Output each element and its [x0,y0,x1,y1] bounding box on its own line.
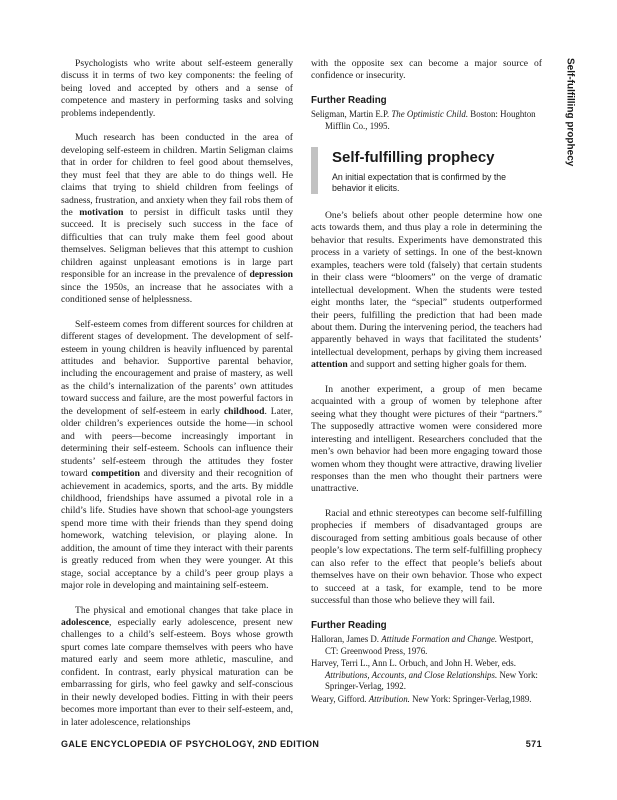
paragraph: Much research has been conducted in the area of developing self-esteem in children. Martin Seligman claims that in order for children to feel good about themselves, they must feel that they are able to do things well. He claims that trying to shield children from feelings of sadness, frustration, and anxiety when they fail robs them of the motivation to persist in difficult tasks until they succeed. It is precisely such success in the face of difficulties that can truly make them feel good about themselves. Seligman believes that this attempt to cushion children against unpleasant emotions is in large part responsible for an increase in the prevalence of depression since the 1950s, an increase that he associates with a conditioned sense of helplessness. [61,132,293,306]
paragraph: The physical and emotional changes that take place in adolescence, especially early adolescence, present new challenges to a child’s self-esteem. Boys whose growth spurt comes late compare themselves with peers who have matured early and seem more athletic, masculine, and confident. In contrast, early physical maturation can be embarrassing for girls, who feel gawky and self-conscious in their newly developed bodies. Fitting in with their peers becomes more important than ever to their self-esteem, and, in later adolescence, relationships [61,604,293,728]
further-reading-heading: Further Reading [311,619,387,631]
publication-title: GALE ENCYCLOPEDIA OF PSYCHOLOGY, 2ND EDITION [61,739,320,749]
left-column [61,58,293,729]
paragraph-continued: with the opposite sex can become a major source of confidence or insecurity. [311,58,542,82]
page-number: 571 [525,739,542,749]
further-reading-heading: Further Reading [311,94,387,106]
reference-entry: Seligman, Martin E.P. The Optimistic Child. Boston: Houghton Mifflin Co., 1995. [311,109,536,131]
keyword-link[interactable]: competition [91,468,140,480]
paragraph: One’s beliefs about other people determine how one acts towards them, and thus play a role in determining the behavior that results. Experiments have demonstrated this process in a variety of settings. In one of the best-known examples, teachers were told (falsely) that certain students in their class were “bloomers” on the verge of dramatic intellectual development. When the students were tested eight months later, the “special” students outperformed their peers, fulfilling the prediction that had been made about them. During the intervening period, the teachers had apparently behaved in ways that facilitated the students’ intellectual development, perhaps by giving them increased attention and support and setting higher goals for them. [311,209,542,371]
paragraph: Psychologists who write about self-esteem generally discuss it in terms of two key components: the feeling of being loved and accepted by others and a sense of competence and mastery in performing tasks and solving problems independently. [61,58,293,119]
running-head-text: Self-fulfilling prophecy [564,58,576,167]
paragraph: In another experiment, a group of men became acquainted with a group of women by telephone after seeing what they thought were pictures of their “partners.” The supposedly attractive women were considered more interesting and intelligent. Researchers concluded that the men’s own behavior had been more engaging toward those women whom they thought were attractive, drawing livelier responses than the men who thought their partners were unattractive. [311,383,542,495]
term-definition: An initial expectation that is confirmed by the behavior it elicits. [332,171,507,193]
paragraph: Racial and ethnic stereotypes can become self-fulfilling prophecies if members of disadvantaged groups are discouraged from setting ambitious goals because of other people’s low expectations. The term self-fulfilling prophecy can also refer to the effect that people’s beliefs about themselves have on their own behavior. Those who expect to succeed at a task, for example, tend to be more successful than those who believe they will fail. [311,507,542,607]
keyword-link[interactable]: depression [249,269,293,281]
keyword-link[interactable]: motivation [79,206,124,218]
reference-entry: Harvey, Terri L., Ann L. Orbuch, and John H. Weber, eds. Attributions, Accounts, and Close Relationships. New York: Springer-Verlag, 1992. [311,658,538,692]
reference-entry: Halloran, James D. Attitude Formation and Change. Westport, CT: Greenwood Press, 1976. [311,634,534,656]
reference-entry: Weary, Gifford. Attribution. New York: Springer-Verlag,1989. [311,693,532,704]
term-definition-box [311,147,542,194]
keyword-link[interactable]: adolescence [61,617,109,629]
page-footer [61,739,542,749]
right-column [311,58,542,707]
keyword-link[interactable]: attention [311,359,348,371]
running-head-tab [560,58,580,178]
paragraph: Self-esteem comes from different sources for children at different stages of development. The development of self-esteem in young children is heavily influenced by parental attitudes and behavior. Supportive parental behavior, including the encouragement and praise of mastery, as well as the child’s internalization of the parents’ own attitudes toward success and failure, are the most powerful factors in the development of self-esteem in early childhood. Later, older children’s experiences outside the home—in school and with peers—become increasingly important in determining their self-esteem. Schools can influence their students’ self-esteem through the attitudes they foster toward competition and diversity and their recognition of achievement in academics, sports, and the arts. By middle childhood, friendships have assumed a pivotal role in a child’s life. Studies have shown that school-age youngsters spend more time with their friends than they spend doing homework, watching television, or playing alone. In addition, the amount of time they interact with their parents is greatly reduced from when they were younger. At this stage, social acceptance by a child’s peer group plays a major role in developing and maintaining self-esteem. [61,318,293,592]
keyword-link[interactable]: childhood [223,405,265,417]
term-title: Self-fulfilling prophecy [332,148,495,166]
